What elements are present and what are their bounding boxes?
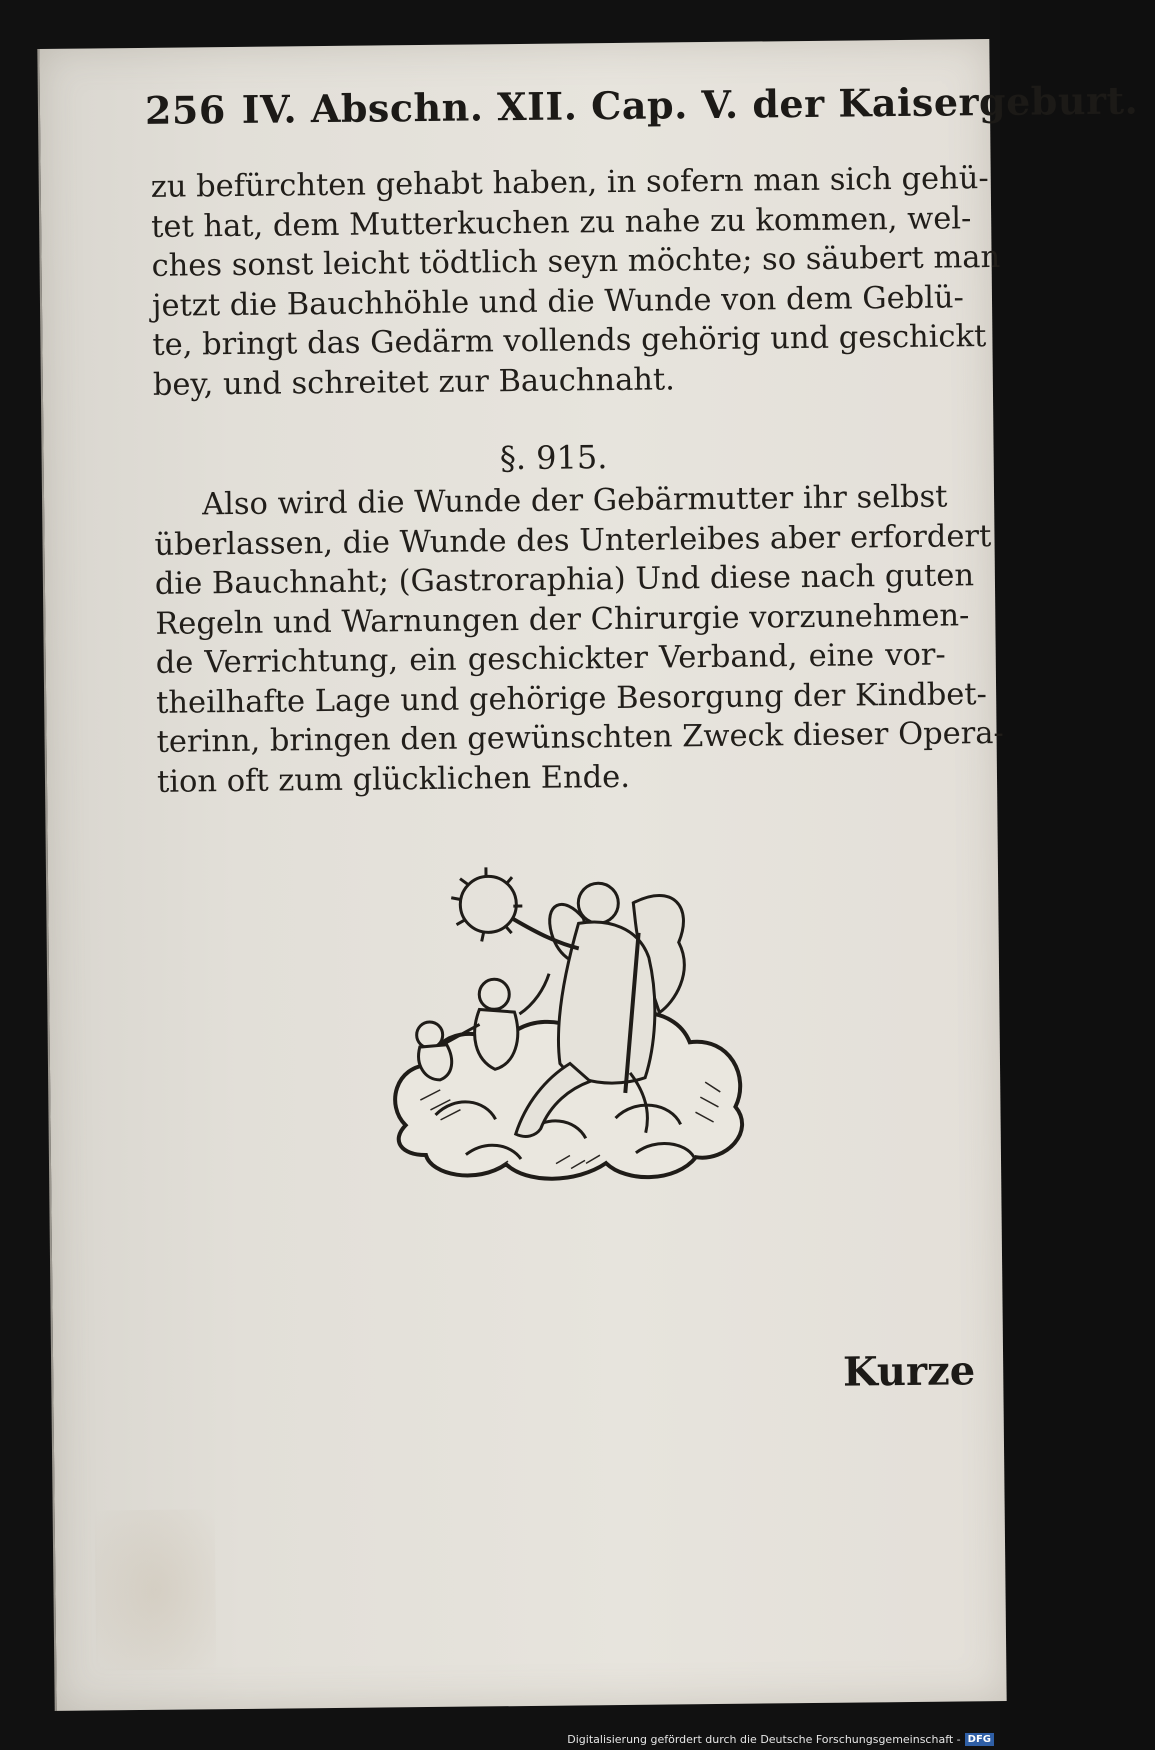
text-line: bey, und schreitet zur Bauchnaht. (152, 361, 676, 403)
paragraph-continuation (150, 160, 1001, 405)
catchword: Kurze (842, 1347, 976, 1396)
text-line: überlassen, die Wunde des Unterleibes aber erfordert (154, 518, 992, 563)
woodcut-vignette (373, 862, 756, 1196)
text-line: terinn, bringen den gewünschten Zweck dieser Opera- (156, 715, 1004, 760)
section-number: §. 915. (499, 438, 608, 478)
text-line: Regeln und Warnungen der Chirurgie vorzunehmen- (155, 597, 970, 642)
text-line: te, bringt das Gedärm vollends gehörig und geschickt (152, 319, 987, 363)
paragraph-section-915 (154, 478, 1004, 802)
text-line: zu befürchten gehabt haben, in sofern man sich gehü- (150, 161, 989, 205)
text-line: jetzt die Bauchhöhle und die Wunde von dem Geblü- (151, 279, 965, 324)
digitization-credit (567, 1733, 994, 1746)
text-line: ches sonst leicht tödtlich seyn möchte; so säubert man (151, 239, 1001, 284)
book-page (37, 39, 1139, 1711)
text-line: die Bauchnaht; (Gastroraphia) Und diese nach guten (154, 558, 975, 602)
dfg-logo-badge: DFG (965, 1733, 994, 1746)
page-number: 256 (144, 87, 227, 133)
credit-text: Digitalisierung gefördert durch die Deutsche Forschungsgemeinschaft - (567, 1733, 961, 1746)
text-line: de Verrichtung, ein geschickter Verband, eine vor- (155, 637, 946, 681)
text-line: theilhafte Lage und gehörige Besorgung der Kindbet- (155, 676, 988, 721)
running-title: IV. Abschn. XII. Cap. V. der Kaisergeburt. (241, 77, 1139, 132)
text-line: tion oft zum glücklichen Ende. (156, 759, 631, 800)
running-head (144, 77, 1139, 133)
text-line: tet hat, dem Mutterkuchen zu nahe zu kommen, wel- (151, 200, 972, 245)
paper-stain (95, 1509, 217, 1670)
text-line: Also wird die Wunde der Gebärmutter ihr selbst (201, 479, 948, 523)
